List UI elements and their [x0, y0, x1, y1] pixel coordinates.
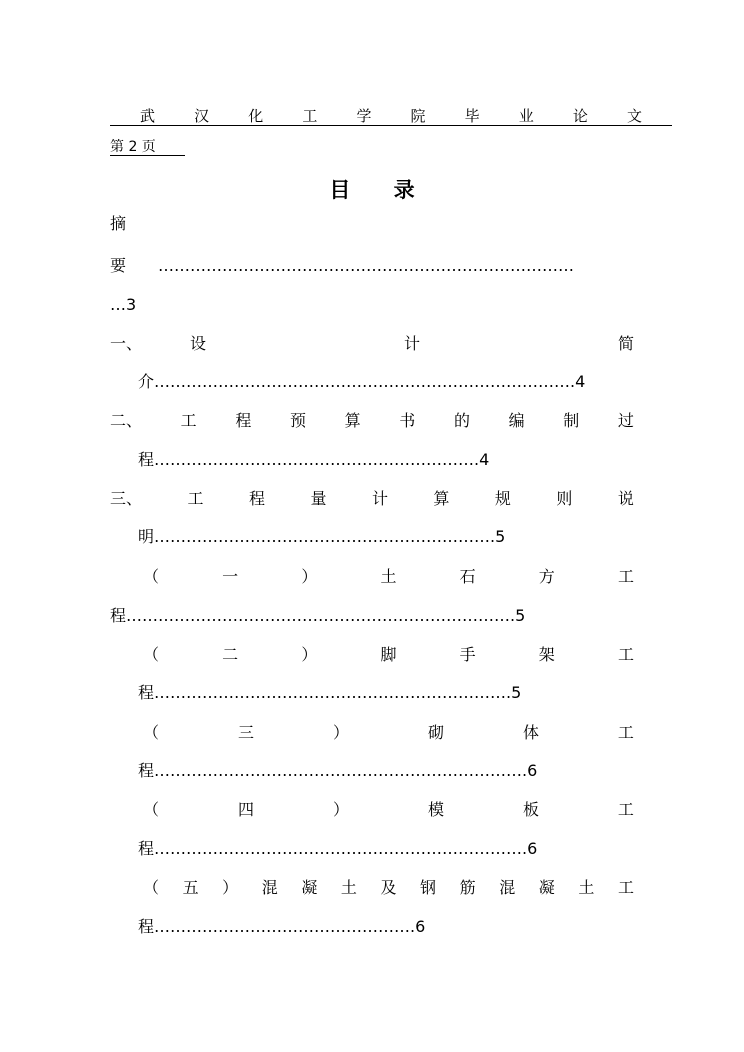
- toc-char: ）: [332, 723, 349, 742]
- toc-char: 五: [182, 878, 199, 897]
- toc-char: 二: [222, 645, 239, 664]
- toc-char: 程: [138, 450, 155, 469]
- toc-char: 架: [538, 645, 555, 664]
- toc-char: （: [143, 800, 160, 819]
- toc-char: 土: [380, 567, 397, 586]
- toc-char: 介: [138, 372, 155, 391]
- toc-page-num: .5: [490, 527, 506, 546]
- header-char: 业: [518, 107, 534, 125]
- toc-entry-3-5-line2[interactable]: [138, 917, 425, 937]
- toc-char: 砌: [427, 723, 444, 742]
- toc-entry-3-2[interactable]: [143, 645, 634, 665]
- toc-entry-3-1[interactable]: [143, 567, 634, 587]
- header-title: [140, 107, 642, 125]
- toc-entry-1[interactable]: [110, 334, 634, 354]
- header-char: 化: [248, 107, 264, 125]
- toc-char: 凝: [301, 878, 318, 897]
- toc-page-num: .5: [506, 683, 522, 702]
- toc-char: ）: [332, 800, 349, 819]
- toc-char: （: [143, 878, 160, 897]
- toc-entry-3-4-line2[interactable]: [138, 839, 537, 859]
- toc-char: 规: [494, 489, 511, 508]
- toc-char: 算: [433, 489, 450, 508]
- toc-char: 程: [138, 839, 155, 858]
- toc-char: 二、: [110, 411, 143, 430]
- header-char: 工: [302, 107, 318, 125]
- header-char: 文: [626, 107, 642, 125]
- toc-char: 工: [617, 723, 634, 742]
- toc-char: 体: [522, 723, 539, 742]
- toc-char: 书: [399, 411, 416, 430]
- toc-char: 及: [380, 878, 397, 897]
- toc-entry-3-1-line2[interactable]: [110, 606, 525, 626]
- toc-char: 一、: [110, 334, 143, 353]
- toc-char: ）: [301, 567, 318, 586]
- toc-entry-3-line2[interactable]: [138, 527, 505, 547]
- toc-leader-dots: ……………………………………………………………: [154, 761, 523, 780]
- toc-char: 四: [237, 800, 254, 819]
- toc-char: 一: [222, 567, 239, 586]
- toc-char: 土: [578, 878, 595, 897]
- toc-entry-2[interactable]: [110, 411, 634, 431]
- toc-char: 混: [499, 878, 516, 897]
- toc-char: 编: [508, 411, 525, 430]
- toc-char: 凝: [538, 878, 555, 897]
- toc-char: （: [143, 567, 160, 586]
- toc-entry-3-4[interactable]: [143, 800, 634, 820]
- header-char: 学: [356, 107, 372, 125]
- toc-char: （: [143, 645, 160, 664]
- toc-char: 预: [289, 411, 306, 430]
- toc-page-num: .5: [510, 606, 526, 625]
- toc-abstract-page: …3: [110, 295, 137, 314]
- toc-char: 制: [563, 411, 580, 430]
- toc-char: 工: [180, 411, 197, 430]
- toc-leader-dots: ……………………………………………………………………: [154, 372, 571, 391]
- toc-leader-dots: ………………………………………………………: [154, 527, 491, 546]
- toc-char: 明: [138, 527, 155, 546]
- toc-abstract-line1: 摘: [110, 214, 127, 233]
- toc-char: 程: [138, 761, 155, 780]
- toc-entry-3-2-line2[interactable]: [138, 683, 521, 703]
- toc-char: 算: [344, 411, 361, 430]
- header-char: 汉: [194, 107, 210, 125]
- toc-entry-3-5[interactable]: [143, 878, 634, 898]
- toc-char: 钢: [420, 878, 437, 897]
- toc-entry-3-3[interactable]: [143, 723, 634, 743]
- toc-char: ）: [301, 645, 318, 664]
- toc-entry-3[interactable]: [110, 489, 634, 509]
- toc-char: 程: [138, 683, 155, 702]
- toc-char: 工: [187, 489, 204, 508]
- header-char: 院: [410, 107, 426, 125]
- header-char: 武: [140, 107, 156, 125]
- toc-char: 手: [459, 645, 476, 664]
- toc-char: 板: [522, 800, 539, 819]
- toc-char: 三: [237, 723, 254, 742]
- toc-char: 脚: [380, 645, 397, 664]
- toc-char: ）: [222, 878, 239, 897]
- page-number: 第 2 页: [110, 139, 185, 156]
- toc-page-num: .6: [522, 839, 538, 858]
- toc-char: 则: [556, 489, 573, 508]
- toc-leader-dots: …………………………………………: [154, 917, 411, 936]
- toc-entry-2-line2[interactable]: [138, 450, 489, 470]
- toc-char: （: [143, 723, 160, 742]
- toc-entry-3-3-line2[interactable]: [138, 761, 537, 781]
- toc-char: 程: [235, 411, 252, 430]
- toc-char: 说: [617, 489, 634, 508]
- toc-char: 三、: [110, 489, 143, 508]
- running-header: [110, 107, 672, 126]
- toc-leader-dots: ……………………………………………………: [154, 450, 475, 469]
- toc-leader-dots: ……………………………………………………………: [154, 839, 523, 858]
- toc-char: 程: [248, 489, 265, 508]
- toc-char: 工: [617, 878, 634, 897]
- toc-char: 程: [138, 917, 155, 936]
- toc-char: 计: [371, 489, 388, 508]
- toc-char: 工: [617, 645, 634, 664]
- toc-page-num: .4: [474, 450, 490, 469]
- toc-char: 过: [617, 411, 634, 430]
- toc-leader-dots: ………………………………………………………………: [126, 606, 511, 625]
- toc-char: 土: [340, 878, 357, 897]
- toc-abstract-line2: [110, 256, 635, 276]
- toc-page-num: .6: [410, 917, 426, 936]
- toc-char: 程: [110, 606, 127, 625]
- toc-char: 的: [453, 411, 470, 430]
- toc-char: 方: [538, 567, 555, 586]
- toc-abstract-char: 要: [110, 256, 127, 275]
- toc-char: 简: [617, 334, 634, 353]
- toc-entry-1-line2[interactable]: [138, 372, 585, 392]
- toc-leader-dots: ……………………………………………………………………: [158, 256, 574, 275]
- toc-char: 模: [427, 800, 444, 819]
- toc-char: 筋: [459, 878, 476, 897]
- page-title: 目 录: [329, 178, 433, 202]
- header-char: 论: [572, 107, 588, 125]
- toc-page-num: .4: [570, 372, 586, 391]
- toc-page-num: .6: [522, 761, 538, 780]
- header-char: 毕: [464, 107, 480, 125]
- toc-char: 设: [189, 334, 206, 353]
- toc-char: 工: [617, 800, 634, 819]
- toc-char: 计: [403, 334, 420, 353]
- toc-char: 量: [310, 489, 327, 508]
- toc-char: 混: [261, 878, 278, 897]
- toc-char: 石: [459, 567, 476, 586]
- toc-char: 工: [617, 567, 634, 586]
- toc-leader-dots: …………………………………………………………: [154, 683, 507, 702]
